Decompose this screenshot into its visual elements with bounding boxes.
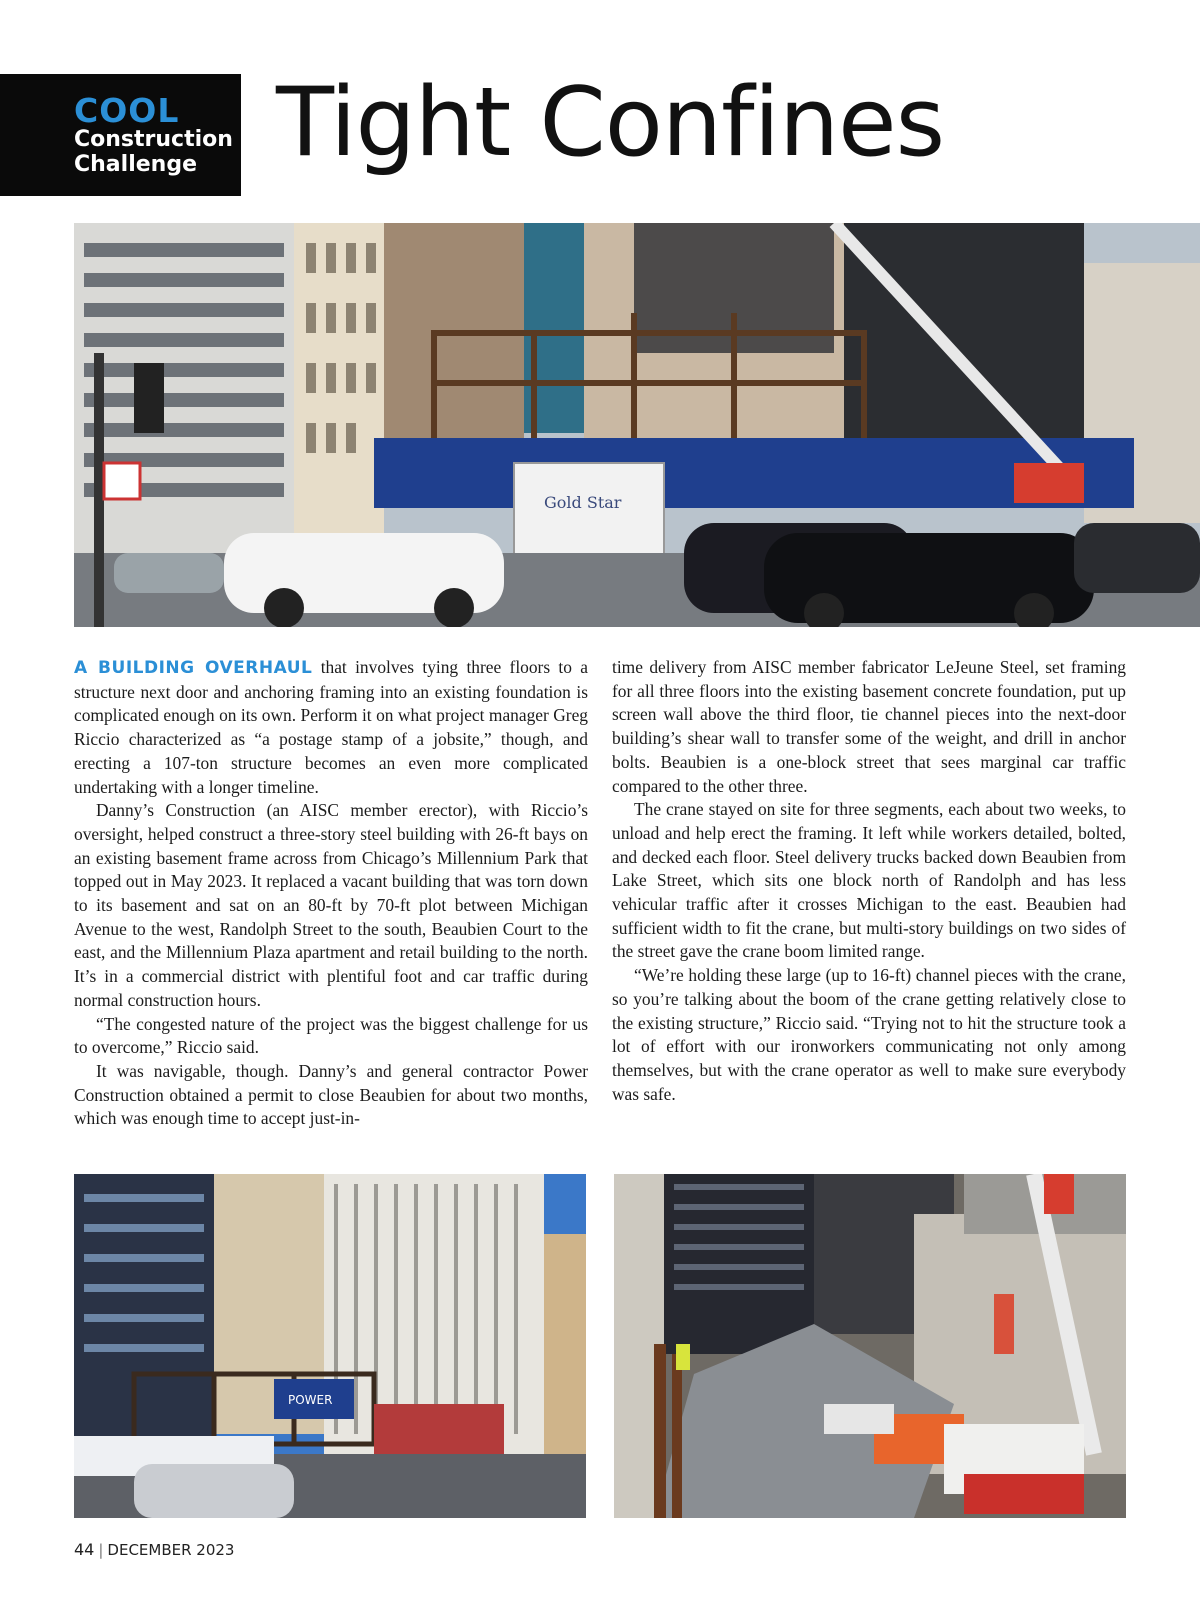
paragraph: time delivery from AISC member fabricator LeJeune Steel, set framing for all three floors into the existing basement concrete foundation, put up screen wall above the third floor, tie channel pieces into the next-door building’s shear wall to transfer some of the weight, and drill in anchor bolts. Beaubien is a one-block street that sees marginal car traffic compared to the other three. xyxy=(612,657,1126,796)
issue-date: DECEMBER 2023 xyxy=(107,1541,235,1559)
page-footer xyxy=(74,1540,234,1559)
badge-cool: COOL xyxy=(74,91,180,130)
paragraph: Danny’s Construction (an AISC member erector), with Riccio’s oversight, helped construct a three-story steel building with 26-ft bays on an existing basement frame across from Chicago’s Millennium Park that topped out in May 2023. It replaced a vacant building that was torn down to its basement and sat on an 80-ft by 70-ft plot between Michigan Avenue to the west, Randolph Street to the south, Beaubien Court to the east, and the Millennium Plaza apartment and retail building to the north. It’s in a commercial district with plentiful foot and car traffic during normal construction hours. xyxy=(74,800,588,1010)
section-badge xyxy=(0,74,241,196)
paragraph: “The congested nature of the project was the biggest challenge for us to overcome,” Riccio said. xyxy=(74,1013,588,1058)
crane-street-photo xyxy=(614,1174,1126,1518)
footer-separator: | xyxy=(98,1541,104,1559)
paragraph-text: that involves tying three floors to a structure next door and anchoring framing into an existing foundation is complicated enough on its own. Perform it on what project manager Greg Riccio characterized as “a postage stamp of a jobsite,” though, and erecting a 107-ton structure becomes an even more complicated undertaking with a longer timeline. xyxy=(74,657,589,797)
skyline-site-photo xyxy=(74,1174,586,1518)
paragraph: It was navigable, though. Danny’s and general contractor Power Construction obtained a permit to close Beaubien for about two months, which was enough time to accept just-in- xyxy=(74,1060,588,1129)
lead-in: A BUILDING OVERHAUL xyxy=(74,658,313,678)
paragraph: The crane stayed on site for three segments, each about two weeks, to unload and help erect the framing. It left while workers detailed, bolted, and decked each floor. Steel delivery trucks backed down Beaubien from Lake Street, which sits one block north of Randolph and has less vehicular traffic after it crosses Michigan to the east. Beaubien had sufficient width to fit the crane, but multi-story buildings on two sides of the street gave the crane boom limited range. xyxy=(612,799,1126,962)
article-title: Tight Confines xyxy=(276,68,945,178)
truck-sign: Gold Star xyxy=(544,493,622,512)
article-column-right xyxy=(612,656,1126,1106)
paragraph: “We’re holding these large (up to 16-ft) channel pieces with the crane, so you’re talking about the boom of the crane getting relatively close to the existing structure,” Riccio said. “Trying not to hit the structure took a lot of effort with our ironworkers communicating not only among themselves, but with the crane operator as well to make sure everybody was safe. xyxy=(612,965,1126,1104)
badge-challenge: Challenge xyxy=(74,152,197,177)
badge-construction: Construction xyxy=(74,127,233,152)
power-sign: POWER xyxy=(288,1393,333,1407)
main-construction-photo xyxy=(74,223,1200,627)
paragraph xyxy=(74,656,588,799)
article-column-left xyxy=(74,656,588,1131)
page-number: 44 xyxy=(74,1540,95,1559)
